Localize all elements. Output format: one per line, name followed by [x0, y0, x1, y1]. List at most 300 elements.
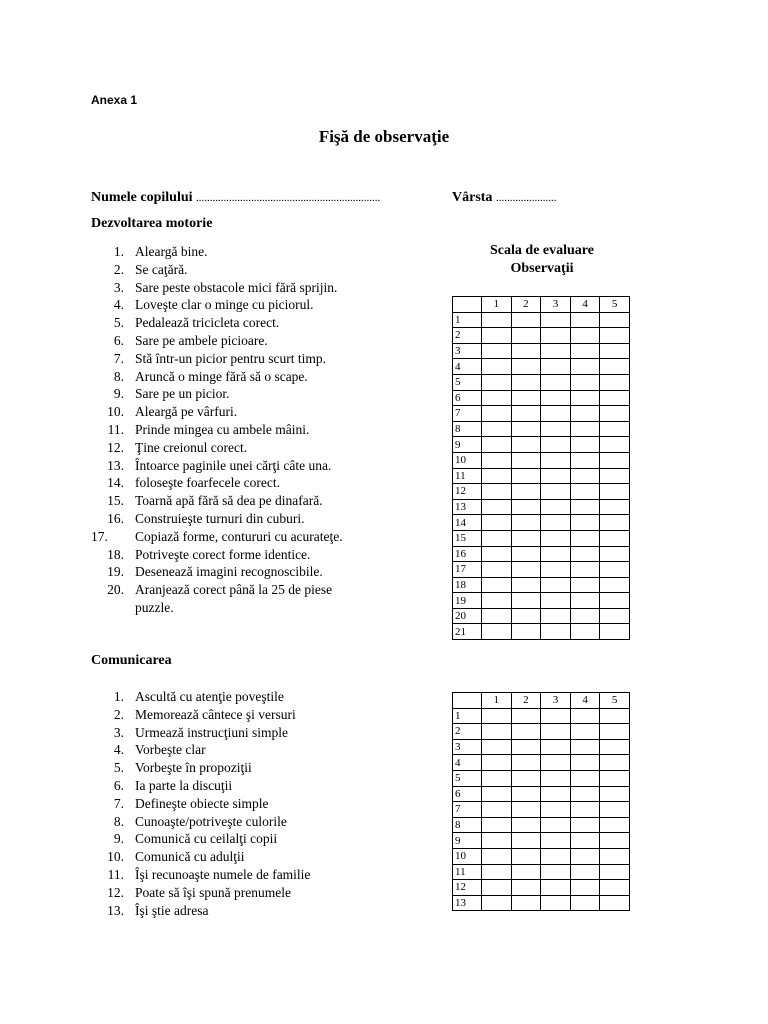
grid-rating-cell[interactable]: [570, 817, 600, 833]
item-text: Urmează instrucţiuni simple: [135, 724, 288, 740]
table-row: [453, 312, 630, 328]
list-item: [91, 296, 361, 314]
grid-row-number: 9: [453, 437, 482, 453]
grid-rating-cell[interactable]: [600, 608, 630, 624]
grid-rating-cell[interactable]: [482, 577, 512, 593]
grid-rating-cell[interactable]: [600, 546, 630, 562]
item-text: Îşi ştie adresa: [135, 902, 209, 918]
page-title: Fişă de observaţie: [318, 127, 450, 146]
grid-rating-cell[interactable]: [570, 515, 600, 531]
grid-header-row: [453, 297, 630, 313]
table-row: [453, 864, 630, 880]
grid-rating-cell[interactable]: [570, 530, 600, 546]
grid-column-header: 5: [600, 693, 630, 709]
grid-rating-cell[interactable]: [570, 390, 600, 406]
grid-rating-cell[interactable]: [511, 770, 541, 786]
grid-rating-cell[interactable]: [482, 880, 512, 896]
grid-rating-cell[interactable]: [570, 708, 600, 724]
item-text: Sare peste obstacole mici fără sprijin.: [135, 279, 338, 295]
grid-rating-cell[interactable]: [570, 864, 600, 880]
grid-rating-cell[interactable]: [541, 833, 571, 849]
grid-row-number: 4: [453, 359, 482, 375]
item-text: Aleargă bine.: [135, 244, 208, 259]
grid-row-number: 8: [453, 817, 482, 833]
grid-rating-cell[interactable]: [600, 390, 630, 406]
table-row: [453, 848, 630, 864]
grid-rating-cell[interactable]: [570, 406, 600, 422]
grid-rating-cell[interactable]: [570, 593, 600, 609]
item-number: 6.: [113, 777, 124, 793]
grid-rating-cell[interactable]: [511, 864, 541, 880]
table-row: [453, 786, 630, 802]
grid-rating-cell[interactable]: [570, 608, 600, 624]
grid-rating-cell[interactable]: [482, 374, 512, 390]
grid-rating-cell[interactable]: [511, 724, 541, 740]
grid-rating-cell[interactable]: [482, 390, 512, 406]
grid-rating-cell[interactable]: [511, 406, 541, 422]
grid-rating-cell[interactable]: [482, 624, 512, 640]
grid-row-number: 12: [453, 484, 482, 500]
grid-rating-cell[interactable]: [482, 833, 512, 849]
grid-column-header: 5: [600, 297, 630, 313]
grid-row-number: 14: [453, 515, 482, 531]
grid-rating-cell[interactable]: [482, 817, 512, 833]
grid-rating-cell[interactable]: [482, 406, 512, 422]
grid-rating-cell[interactable]: [511, 328, 541, 344]
grid-rating-cell[interactable]: [482, 786, 512, 802]
grid-rating-cell[interactable]: [600, 895, 630, 911]
item-text: Stă într-un picior pentru scurt timp.: [135, 350, 326, 366]
grid-rating-cell[interactable]: [570, 833, 600, 849]
grid-rating-cell[interactable]: [511, 359, 541, 375]
grid-rating-cell[interactable]: [600, 312, 630, 328]
grid-rating-cell[interactable]: [570, 359, 600, 375]
grid-rating-cell[interactable]: [541, 755, 571, 771]
grid-row-number: 19: [453, 593, 482, 609]
grid-rating-cell[interactable]: [570, 802, 600, 818]
grid-rating-cell[interactable]: [570, 786, 600, 802]
table-row: [453, 562, 630, 578]
item-text: Memorează cântece şi versuri: [135, 706, 296, 722]
item-number: 13.: [107, 457, 124, 473]
grid-rating-cell[interactable]: [511, 343, 541, 359]
grid-row-number: 6: [453, 786, 482, 802]
table-row: [453, 359, 630, 375]
list-item: [91, 884, 361, 902]
grid-rating-cell[interactable]: [541, 421, 571, 437]
grid-rating-cell[interactable]: [570, 328, 600, 344]
grid-rating-cell[interactable]: [511, 848, 541, 864]
list-item: [91, 457, 361, 475]
grid-rating-cell[interactable]: [482, 739, 512, 755]
grid-rating-cell[interactable]: [511, 374, 541, 390]
item-number: 5.: [113, 760, 124, 776]
grid-rating-cell[interactable]: [570, 452, 600, 468]
item-text: Desenează imagini recognoscibile.: [135, 564, 323, 580]
grid-rating-cell[interactable]: [511, 452, 541, 468]
item-number: 6.: [113, 332, 124, 348]
grid-column-header: 1: [482, 693, 512, 709]
grid-rating-cell[interactable]: [541, 374, 571, 390]
grid-rating-cell[interactable]: [570, 848, 600, 864]
grid-rating-cell[interactable]: [482, 499, 512, 515]
grid-rating-cell[interactable]: [570, 484, 600, 500]
item-number: 2.: [113, 261, 124, 277]
grid-rating-cell[interactable]: [511, 515, 541, 531]
grid-rating-cell[interactable]: [541, 577, 571, 593]
grid-rating-cell[interactable]: [600, 880, 630, 896]
grid-rating-cell[interactable]: [600, 515, 630, 531]
grid-rating-cell[interactable]: [511, 786, 541, 802]
communication-heading: Comunicarea: [91, 653, 172, 668]
item-text: Aruncă o minge fără să o scape.: [135, 368, 308, 384]
table-row: [453, 484, 630, 500]
item-number: 10.: [107, 849, 124, 865]
communication-rating-grid: [452, 692, 630, 911]
grid-rating-cell[interactable]: [541, 484, 571, 500]
grid-rating-cell[interactable]: [541, 848, 571, 864]
grid-rating-cell[interactable]: [600, 833, 630, 849]
table-row: [453, 608, 630, 624]
list-item: [91, 741, 361, 759]
grid-rating-cell[interactable]: [541, 515, 571, 531]
table-row: [453, 390, 630, 406]
grid-rating-cell[interactable]: [541, 437, 571, 453]
grid-rating-cell[interactable]: [600, 802, 630, 818]
grid-rating-cell[interactable]: [600, 484, 630, 500]
list-item: [91, 474, 361, 492]
list-item: [91, 350, 361, 368]
grid-rating-cell[interactable]: [511, 546, 541, 562]
list-item: [91, 902, 361, 920]
grid-rating-cell[interactable]: [482, 437, 512, 453]
grid-row-number: 8: [453, 421, 482, 437]
grid-rating-cell[interactable]: [511, 608, 541, 624]
grid-rating-cell[interactable]: [600, 817, 630, 833]
item-number: 4.: [113, 742, 124, 758]
item-text: Sare pe ambele picioare.: [135, 332, 268, 348]
table-row: [453, 895, 630, 911]
grid-rating-cell[interactable]: [570, 499, 600, 515]
grid-rating-cell[interactable]: [482, 848, 512, 864]
grid-rating-cell[interactable]: [482, 421, 512, 437]
grid-rating-cell[interactable]: [600, 328, 630, 344]
grid-rating-cell[interactable]: [511, 484, 541, 500]
table-row: [453, 755, 630, 771]
table-row: [453, 468, 630, 484]
grid-rating-cell[interactable]: [541, 452, 571, 468]
grid-rating-cell[interactable]: [541, 770, 571, 786]
grid-row-number: 5: [453, 770, 482, 786]
item-text: Vorbeşte în propoziţii: [135, 760, 252, 776]
grid-rating-cell[interactable]: [541, 880, 571, 896]
grid-rating-cell[interactable]: [511, 624, 541, 640]
grid-rating-cell[interactable]: [600, 864, 630, 880]
grid-rating-cell[interactable]: [511, 817, 541, 833]
table-row: [453, 770, 630, 786]
grid-rating-cell[interactable]: [570, 624, 600, 640]
item-number: 5.: [113, 315, 124, 331]
grid-row-number: 9: [453, 833, 482, 849]
item-text: Se caţără.: [135, 261, 188, 277]
grid-row-number: 4: [453, 755, 482, 771]
grid-rating-cell[interactable]: [511, 708, 541, 724]
grid-rating-cell[interactable]: [600, 406, 630, 422]
grid-rating-cell[interactable]: [482, 359, 512, 375]
motor-items-list: [91, 243, 361, 617]
grid-rating-cell[interactable]: [541, 328, 571, 344]
grid-rating-cell[interactable]: [570, 343, 600, 359]
list-item: [91, 385, 361, 403]
grid-rating-cell[interactable]: [482, 608, 512, 624]
item-text: Prinde mingea cu ambele mâini.: [135, 421, 310, 437]
grid-rating-cell[interactable]: [511, 562, 541, 578]
grid-column-header: 1: [482, 297, 512, 313]
grid-rating-cell[interactable]: [600, 577, 630, 593]
item-text: Loveşte clar o minge cu piciorul.: [135, 297, 314, 313]
table-row: [453, 515, 630, 531]
grid-rating-cell[interactable]: [541, 406, 571, 422]
grid-rating-cell[interactable]: [541, 312, 571, 328]
grid-rating-cell[interactable]: [482, 724, 512, 740]
grid-rating-cell[interactable]: [570, 895, 600, 911]
grid-rating-cell[interactable]: [570, 562, 600, 578]
grid-rating-cell[interactable]: [541, 817, 571, 833]
grid-rating-cell[interactable]: [541, 724, 571, 740]
grid-rating-cell[interactable]: [482, 802, 512, 818]
grid-rating-cell[interactable]: [541, 802, 571, 818]
list-item: [91, 830, 361, 848]
child-name-blank: ...................................................................: [196, 192, 381, 204]
item-number: 11.: [107, 421, 124, 437]
grid-rating-cell[interactable]: [511, 880, 541, 896]
grid-row-number: 7: [453, 406, 482, 422]
grid-rating-cell[interactable]: [600, 359, 630, 375]
grid-rating-cell[interactable]: [600, 755, 630, 771]
grid-row-number: 5: [453, 374, 482, 390]
grid-rating-cell[interactable]: [511, 739, 541, 755]
list-item: [91, 866, 361, 884]
grid-row-number: 1: [453, 708, 482, 724]
grid-rating-cell[interactable]: [541, 864, 571, 880]
grid-rating-cell[interactable]: [541, 562, 571, 578]
grid-row-number: 13: [453, 499, 482, 515]
grid-rating-cell[interactable]: [570, 739, 600, 755]
grid-rating-cell[interactable]: [482, 452, 512, 468]
grid-rating-cell[interactable]: [511, 755, 541, 771]
item-text: Întoarce paginile unei cărţi câte una.: [135, 457, 332, 473]
item-number: 3.: [113, 279, 124, 295]
grid-row-number: 11: [453, 864, 482, 880]
grid-rating-cell[interactable]: [570, 755, 600, 771]
grid-rating-cell[interactable]: [600, 437, 630, 453]
grid-rating-cell[interactable]: [600, 724, 630, 740]
grid-rating-cell[interactable]: [541, 593, 571, 609]
grid-rating-cell[interactable]: [600, 848, 630, 864]
grid-rating-cell[interactable]: [600, 421, 630, 437]
grid-rating-cell[interactable]: [600, 739, 630, 755]
grid-rating-cell[interactable]: [482, 708, 512, 724]
communication-items-list: [91, 688, 361, 919]
child-name-label: Numele copilului: [91, 190, 193, 205]
item-text: Ascultă cu atenţie poveştile: [135, 689, 284, 704]
annex-label: Anexa 1: [91, 93, 138, 107]
grid-rating-cell[interactable]: [570, 546, 600, 562]
item-text: Pedalează tricicleta corect.: [135, 315, 280, 331]
age-blank: ......................: [495, 192, 557, 204]
grid-rating-cell[interactable]: [482, 343, 512, 359]
list-item: [91, 546, 361, 564]
list-item: [91, 421, 361, 439]
grid-rating-cell[interactable]: [511, 499, 541, 515]
grid-rating-cell[interactable]: [511, 468, 541, 484]
grid-rating-cell[interactable]: [511, 833, 541, 849]
age-label: Vârsta: [452, 190, 493, 205]
item-number: 3.: [113, 724, 124, 740]
list-item: [91, 688, 361, 706]
grid-row-number: 6: [453, 390, 482, 406]
grid-row-number: 10: [453, 452, 482, 468]
table-row: [453, 406, 630, 422]
grid-rating-cell[interactable]: [570, 421, 600, 437]
grid-rating-cell[interactable]: [482, 593, 512, 609]
item-number: 17.: [91, 528, 108, 544]
grid-rating-cell[interactable]: [541, 708, 571, 724]
grid-rating-cell[interactable]: [541, 895, 571, 911]
grid-rating-cell[interactable]: [541, 390, 571, 406]
list-item: [91, 563, 361, 581]
grid-rating-cell[interactable]: [511, 593, 541, 609]
grid-rating-cell[interactable]: [541, 530, 571, 546]
list-item: [91, 759, 361, 777]
grid-row-number: 15: [453, 530, 482, 546]
grid-rating-cell[interactable]: [482, 515, 512, 531]
grid-row-number: 21: [453, 624, 482, 640]
grid-rating-cell[interactable]: [600, 530, 630, 546]
grid-rating-cell[interactable]: [511, 577, 541, 593]
grid-rating-cell[interactable]: [482, 770, 512, 786]
grid-rating-cell[interactable]: [511, 312, 541, 328]
grid-rating-cell[interactable]: [541, 499, 571, 515]
grid-corner-cell: [453, 693, 482, 709]
item-number: 4.: [113, 297, 124, 313]
item-text: Comunică cu ceilalţi copii: [135, 831, 278, 847]
grid-rating-cell[interactable]: [570, 880, 600, 896]
grid-rating-cell[interactable]: [511, 895, 541, 911]
list-item: [91, 848, 361, 866]
grid-row-number: 18: [453, 577, 482, 593]
grid-rating-cell[interactable]: [541, 624, 571, 640]
grid-column-header: 4: [570, 693, 600, 709]
grid-column-header: 4: [570, 297, 600, 313]
item-number: 9.: [113, 386, 124, 402]
table-row: [453, 499, 630, 515]
list-item: [91, 706, 361, 724]
grid-rating-cell[interactable]: [482, 562, 512, 578]
table-row: [453, 802, 630, 818]
grid-rating-cell[interactable]: [482, 468, 512, 484]
table-row: [453, 577, 630, 593]
grid-rating-cell[interactable]: [600, 499, 630, 515]
grid-rating-cell[interactable]: [570, 437, 600, 453]
grid-rating-cell[interactable]: [541, 468, 571, 484]
grid-rating-cell[interactable]: [570, 770, 600, 786]
grid-rating-cell[interactable]: [511, 390, 541, 406]
grid-rating-cell[interactable]: [600, 770, 630, 786]
grid-rating-cell[interactable]: [600, 343, 630, 359]
item-number: 9.: [113, 831, 124, 847]
list-item: [91, 243, 361, 261]
grid-rating-cell[interactable]: [482, 895, 512, 911]
item-text: Ia parte la discuţii: [135, 777, 233, 793]
item-number: 20.: [107, 582, 124, 598]
grid-rating-cell[interactable]: [570, 468, 600, 484]
grid-rating-cell[interactable]: [511, 530, 541, 546]
grid-rating-cell[interactable]: [541, 343, 571, 359]
table-row: [453, 624, 630, 640]
age-row: [452, 190, 556, 206]
grid-rating-cell[interactable]: [570, 374, 600, 390]
grid-rating-cell[interactable]: [600, 452, 630, 468]
item-text: Aleargă pe vârfuri.: [135, 404, 238, 420]
item-number: 8.: [113, 368, 124, 384]
table-row: [453, 593, 630, 609]
grid-row-number: 12: [453, 880, 482, 896]
grid-rating-cell[interactable]: [482, 755, 512, 771]
grid-rating-cell[interactable]: [511, 421, 541, 437]
list-item: [91, 777, 361, 795]
grid-rating-cell[interactable]: [482, 530, 512, 546]
grid-row-number: 1: [453, 312, 482, 328]
grid-rating-cell[interactable]: [600, 468, 630, 484]
list-item: [91, 332, 361, 350]
grid-rating-cell[interactable]: [541, 608, 571, 624]
item-number: 7.: [113, 350, 124, 366]
grid-rating-cell[interactable]: [541, 739, 571, 755]
item-text: Ţine creionul corect.: [135, 439, 248, 455]
item-text: foloseşte foarfecele corect.: [135, 475, 281, 491]
grid-rating-cell[interactable]: [570, 577, 600, 593]
grid-rating-cell[interactable]: [541, 786, 571, 802]
grid-rating-cell[interactable]: [600, 562, 630, 578]
grid-rating-cell[interactable]: [482, 312, 512, 328]
grid-column-header: 2: [511, 693, 541, 709]
grid-rating-cell[interactable]: [541, 546, 571, 562]
scale-title: Scala de evaluare: [490, 243, 594, 258]
grid-rating-cell[interactable]: [482, 328, 512, 344]
grid-rating-cell[interactable]: [482, 546, 512, 562]
grid-rating-cell[interactable]: [600, 593, 630, 609]
grid-rating-cell[interactable]: [570, 724, 600, 740]
grid-rating-cell[interactable]: [600, 786, 630, 802]
grid-row-number: 3: [453, 343, 482, 359]
item-number: 8.: [113, 813, 124, 829]
grid-rating-cell[interactable]: [511, 802, 541, 818]
grid-rating-cell[interactable]: [600, 708, 630, 724]
observations-title: Observaţii: [510, 261, 574, 276]
grid-rating-cell[interactable]: [600, 374, 630, 390]
grid-rating-cell[interactable]: [600, 624, 630, 640]
grid-rating-cell[interactable]: [511, 437, 541, 453]
motor-development-heading: Dezvoltarea motorie: [91, 216, 213, 231]
table-row: [453, 724, 630, 740]
grid-rating-cell[interactable]: [482, 484, 512, 500]
grid-rating-cell[interactable]: [482, 864, 512, 880]
grid-rating-cell[interactable]: [570, 312, 600, 328]
item-text: Toarnă apă fără să dea pe dinafară.: [135, 493, 323, 509]
grid-rating-cell[interactable]: [541, 359, 571, 375]
table-row: [453, 374, 630, 390]
